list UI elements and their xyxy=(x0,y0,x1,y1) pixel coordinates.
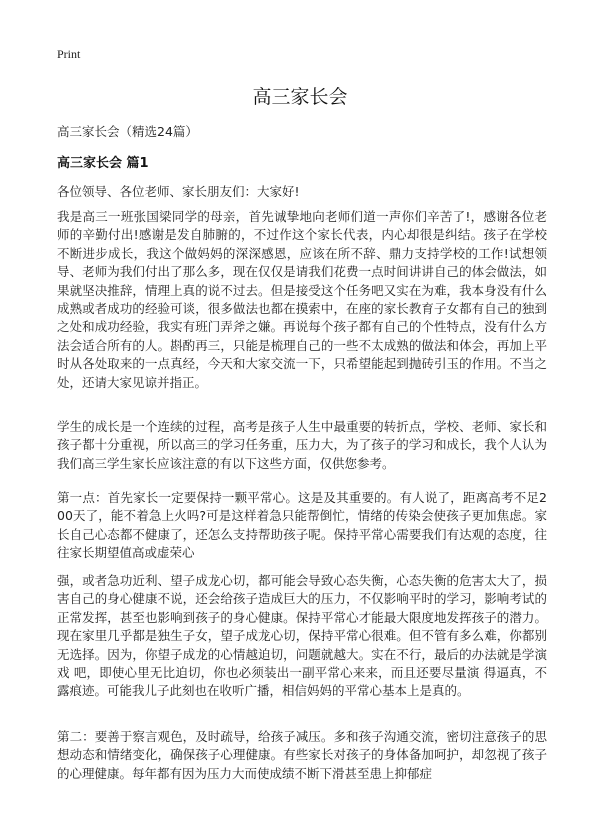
print-link[interactable]: Print xyxy=(57,47,81,61)
document-subtitle: 高三家长会（精选24篇） xyxy=(57,124,198,139)
body-paragraph: 我是高三一班张国梁同学的母亲，首先诚挚地向老师们道一声你们辛苦了!，感谢各位老师的辛勤付出!感谢是发自肺腑的，不过作这个家长代表，内心却很是纠结。孩子在学校不断进步成长，我这个做妈妈的深深感恩，应该在所不辞、鼎力支持学校的工作!试想领导、老师为我们付出了那么多，现在仅仅是请我们花费一点时间讲讲自己的体会做法，如果就坚决推辞，情理上真的说不过去。但是接受这个任务吧又实在为难，我本身没有什么成熟或者成功的经验可谈，很多做法也都在摸索中，在座的家长教育子女都有自己的独到之处和成功经验，我实有班门弄斧之嫌。再说每个孩子都有自己的个性特点，没有什么方法会适合所有的人。斟酌再三，只能是梳理自己的一些不太成熟的做法和体会，再加上平时从各处取来的一点真经，今天和大家交流一下，只希望能起到抛砖引玉的作用。不当之处，还请大家见谅并指正。 xyxy=(57,209,547,390)
body-paragraph: 第二：要善于察言观色，及时疏导，给孩子减压。多和孩子沟通交流，密切注意孩子的思想动态和情绪变化，确保孩子心理健康。有些家长对孩子的身体备加呵护，却忽视了孩子的心理健康。每年都有因为压力大而使成绩不断下滑甚至患上抑郁症 xyxy=(57,729,547,781)
body-paragraph: 第一点：首先家长一定要保持一颗平常心。这是及其重要的。有人说了，距离高考不足200天了，能不着急上火吗?可是这样着急只能帮倒忙，情绪的传染会使孩子更加焦虑。家长自己心态都不健康了，还怎么支持帮助孩子呢。保持平常心需要我们有达观的态度，往往家长期望值高或虚荣心 xyxy=(57,490,547,561)
document-title: 高三家长会 xyxy=(252,86,348,108)
body-paragraph: 学生的成长是一个连续的过程，高考是孩子人生中最重要的转折点，学校、老师、家长和孩子都十分重视，所以高三的学习任务重，压力大，为了孩子的学习和成长，我个人认为我们高三学生家长应该注意的有以下这些方面，仅供您参考。 xyxy=(57,419,547,471)
body-paragraph: 强，或者急功近利、望子成龙心切，都可能会导致心态失衡，心态失衡的危害太大了，损害自己的身心健康不说，还会给孩子造成巨大的压力，不仅影响平时的学习，影响考试的正常发挥，甚至也影响到孩子的身心健康。保持平常心才能最大限度地发挥孩子的潜力。现在家里几乎都是独生子女，望子成龙心切，保持平常心很难。但不管有多么难，你都别无选择。因为，你望子成龙的心情越迫切，问题就越大。实在不行，最后的办法就是学演戏 吧，即使心里无比迫切，你也必须装出一副平常心来来，而且还要尽量演 得逼真，不露痕迹。可能我儿子此刻也在收听广播，相信妈妈的平常心基本上是真的。 xyxy=(57,573,547,699)
greeting-paragraph: 各位领导、各位老师、家长朋友们：大家好! xyxy=(57,184,300,199)
section-heading: 高三家长会 篇1 xyxy=(57,156,149,171)
